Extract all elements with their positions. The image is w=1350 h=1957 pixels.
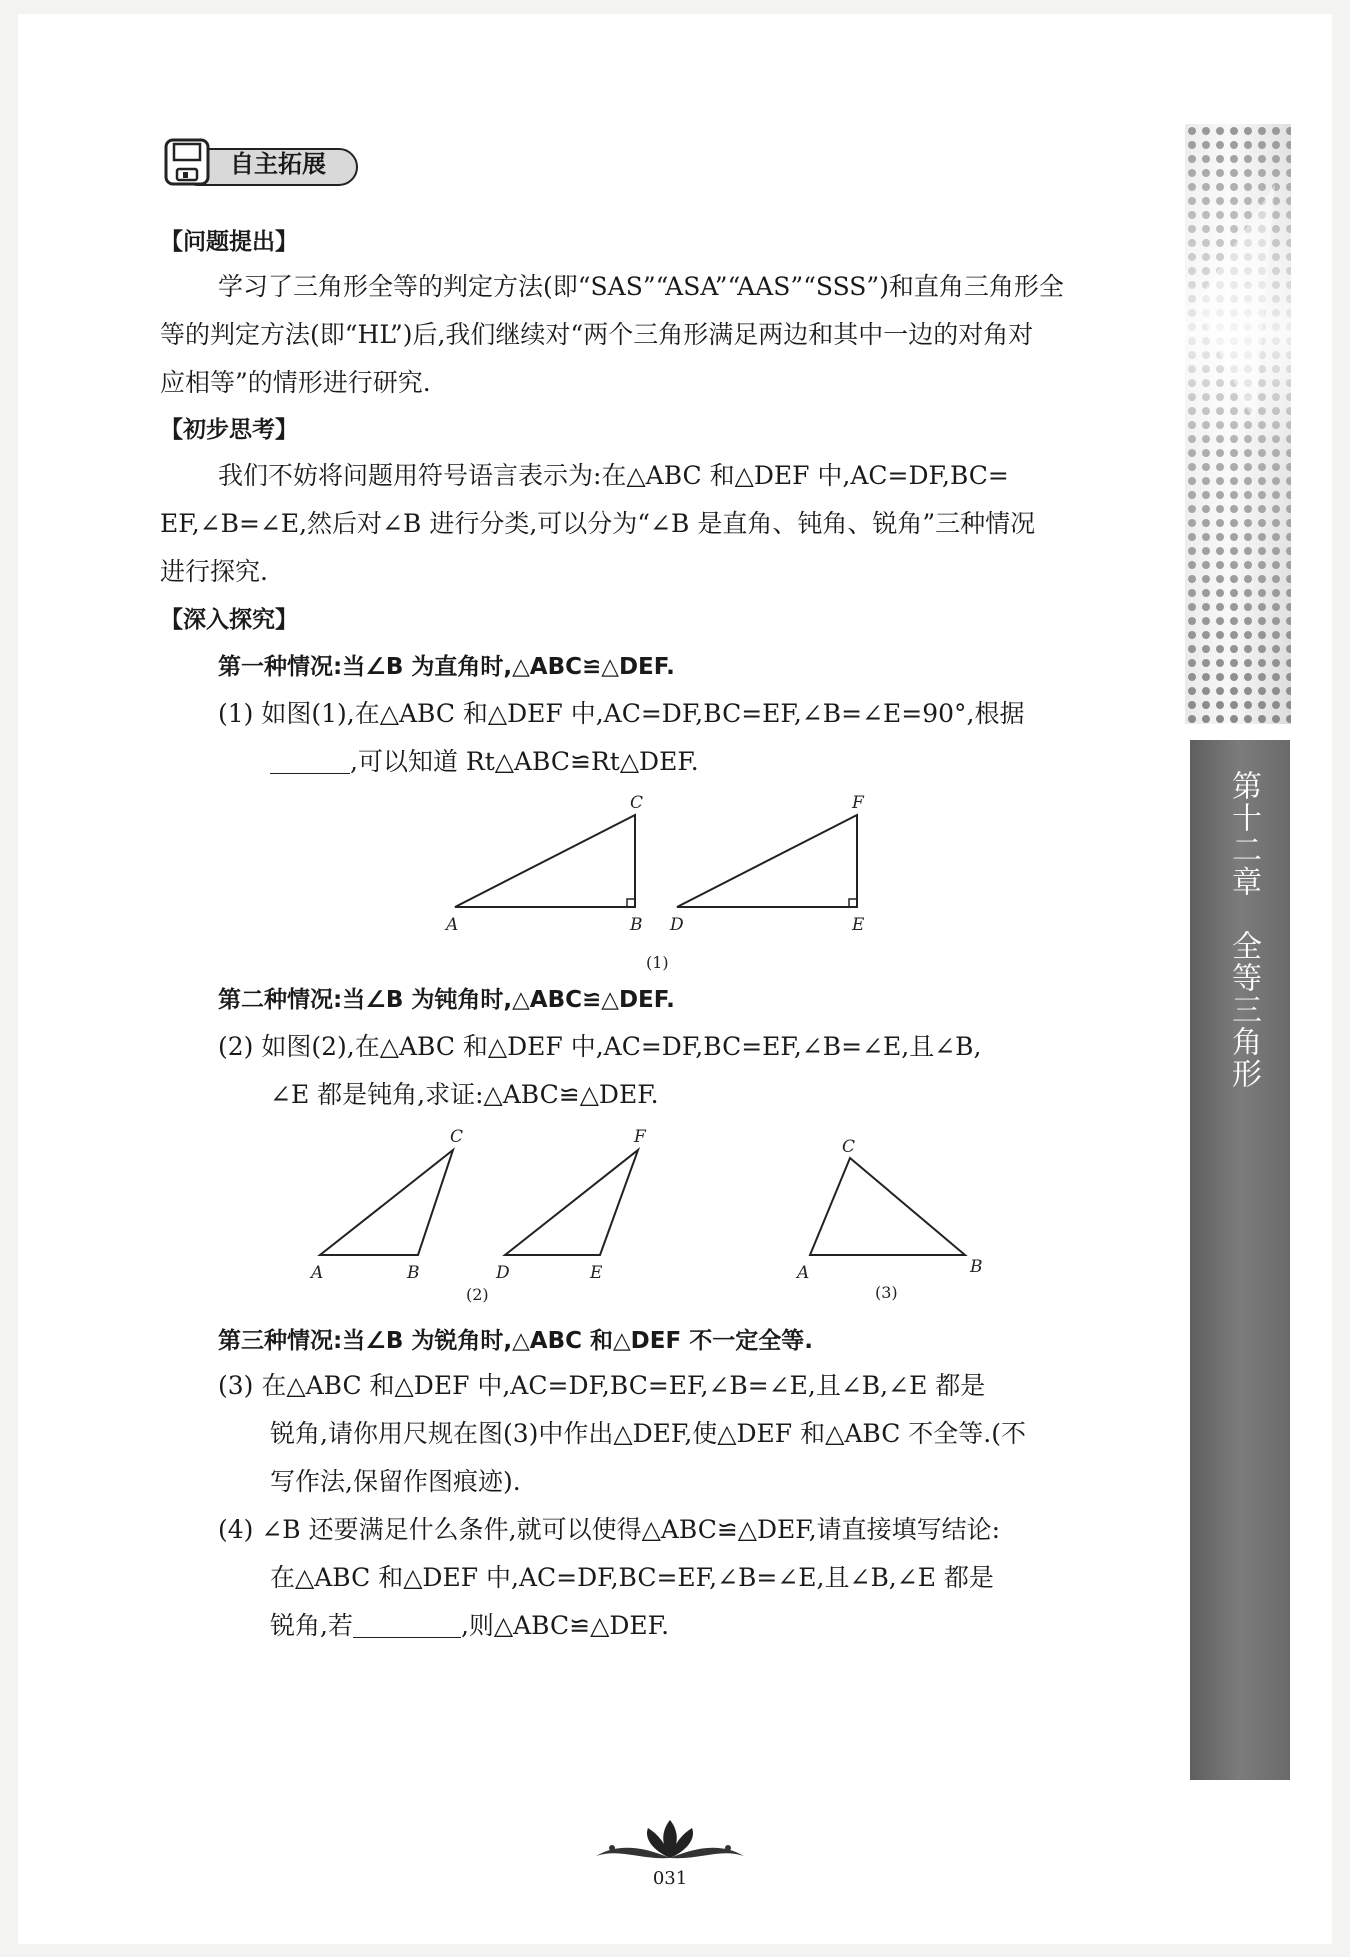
triangle-abc (455, 815, 635, 907)
fig2-label-e: E (590, 1263, 603, 1283)
question-1-line-2-text: ,可以知道 Rt△ABC≌Rt△DEF. (350, 747, 699, 776)
question-3-line-2: 锐角,请你用尺规在图(3)中作出△DEF,使△DEF 和△ABC 不全等.(不 (270, 1419, 1026, 1448)
label-e: E (852, 915, 865, 935)
right-angle-mark-e (849, 899, 857, 907)
sidebar-decoration (1185, 124, 1291, 724)
answer-blank-1[interactable] (270, 747, 350, 774)
figure-2-3 (300, 1120, 1000, 1310)
obtuse-triangle-def (505, 1150, 638, 1255)
acute-triangle-abc (810, 1158, 965, 1255)
question-3-line-3: 写作法,保留作图痕迹). (270, 1467, 521, 1496)
fig3-label-c: C (842, 1137, 856, 1157)
thinking-line-2: EF,∠B=∠E,然后对∠B 进行分类,可以分为“∠B 是直角、钝角、锐角”三种情况 (160, 509, 1036, 538)
question-4-line-3 (270, 1602, 669, 1650)
dot-pattern (1185, 124, 1291, 724)
right-angle-mark-b (627, 899, 635, 907)
case1-heading: 第一种情况:当∠B 为直角时,△ABC≌△DEF. (218, 654, 675, 680)
fig2-label-f: F (634, 1127, 646, 1147)
question-4-line-3-start: 锐角,若 (270, 1611, 353, 1640)
question-2-line-1: (2) 如图(2),在△ABC 和△DEF 中,AC=DF,BC=EF,∠B=∠E,且∠B, (218, 1032, 982, 1061)
page-number: 031 (652, 1868, 688, 1889)
figure-1-caption: (1) (646, 953, 669, 972)
fig2-label-a: A (311, 1263, 324, 1283)
label-c: C (630, 793, 644, 813)
answer-blank-4[interactable] (353, 1611, 461, 1638)
section-heading-thinking: 【初步思考】 (160, 417, 298, 443)
section-heading-explore: 【深入探究】 (160, 607, 298, 633)
figure-1 (440, 790, 880, 980)
section-heading-problem: 【问题提出】 (160, 229, 298, 255)
label-b: B (630, 915, 643, 935)
label-f: F (852, 793, 864, 813)
fig2-label-c: C (450, 1127, 464, 1147)
question-3-line-1: (3) 在△ABC 和△DEF 中,AC=DF,BC=EF,∠B=∠E,且∠B,∠E 都是 (218, 1371, 986, 1400)
fig3-label-b: B (970, 1257, 983, 1277)
question-4-line-2: 在△ABC 和△DEF 中,AC=DF,BC=EF,∠B=∠E,且∠B,∠E 都是 (270, 1563, 994, 1592)
thinking-line-1: 我们不妨将问题用符号语言表示为:在△ABC 和△DEF 中,AC=DF,BC= (218, 461, 1009, 490)
question-4-line-3-end: ,则△ABC≌△DEF. (460, 1611, 670, 1640)
question-2-line-2: ∠E 都是钝角,求证:△ABC≌△DEF. (270, 1080, 659, 1109)
section-badge (160, 136, 356, 190)
question-1-line-1: (1) 如图(1),在△ABC 和△DEF 中,AC=DF,BC=EF,∠B=∠E=90°,根据 (218, 699, 1025, 728)
section-title: 自主拓展 (230, 150, 326, 178)
triangle-def (677, 815, 857, 907)
obtuse-triangle-abc (320, 1150, 453, 1255)
intro-line-1: 学习了三角形全等的判定方法(即“SAS”“ASA”“AAS”“SSS”)和直角三角形全 (218, 272, 1064, 301)
intro-line-2: 等的判定方法(即“HL”)后,我们继续对“两个三角形满足两边和其中一边的对角对 (160, 320, 1034, 349)
label-a: A (446, 915, 459, 935)
figure-3-caption: (3) (875, 1283, 898, 1302)
chapter-title: 第十二章 全等三角形 (1226, 770, 1261, 1090)
floppy-disk-icon (160, 136, 214, 190)
question-1-line-2 (270, 738, 699, 786)
intro-line-3: 应相等”的情形进行研究. (160, 368, 431, 397)
case3-heading: 第三种情况:当∠B 为锐角时,△ABC 和△DEF 不一定全等. (218, 1328, 813, 1354)
fig2-label-b: B (407, 1263, 420, 1283)
figure-2-caption: (2) (466, 1285, 489, 1304)
thinking-line-3: 进行探究. (160, 557, 268, 586)
fig3-label-a: A (797, 1263, 810, 1283)
fig2-label-d: D (496, 1263, 510, 1283)
label-d: D (670, 915, 684, 935)
case2-heading: 第二种情况:当∠B 为钝角时,△ABC≌△DEF. (218, 987, 675, 1013)
question-4-line-1: (4) ∠B 还要满足什么条件,就可以使得△ABC≌△DEF,请直接填写结论: (218, 1515, 1001, 1544)
floral-ornament-icon (590, 1818, 750, 1868)
